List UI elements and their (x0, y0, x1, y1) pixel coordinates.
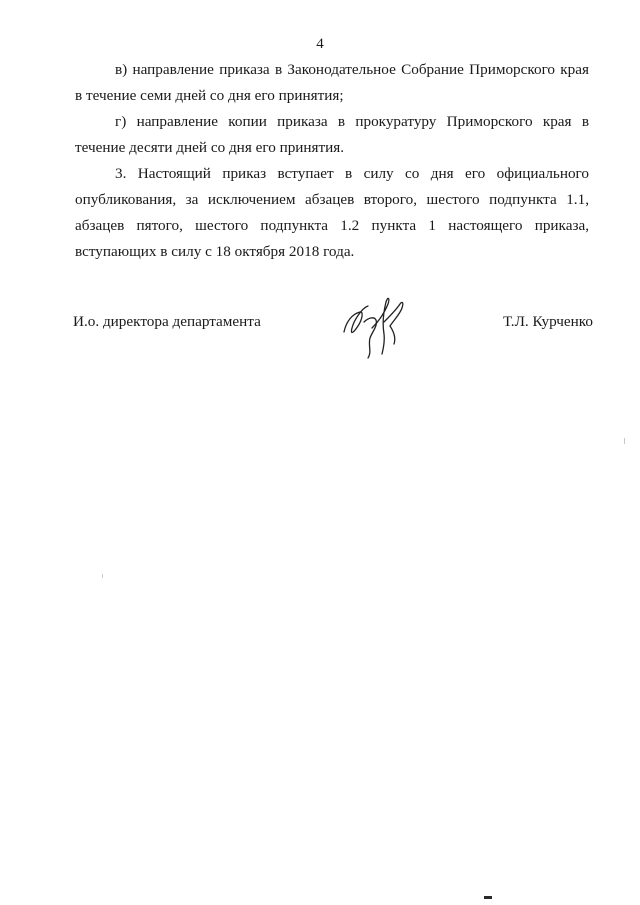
scan-artifact (624, 438, 625, 444)
document-body (75, 57, 589, 265)
signatory-position: И.о. директора департамента (73, 313, 261, 330)
handwritten-signature (338, 292, 414, 362)
paragraph-g: г) направление копии приказа в прокуратуру Приморского края в течение десяти дней со дня его принятия. (75, 113, 589, 156)
page-number: 4 (316, 36, 324, 52)
paragraph-v: в) направление приказа в Законодательное Собрание Приморского края в течение семи дней со дня его принятия; (75, 61, 589, 104)
paragraph-3: 3. Настоящий приказ вступает в силу со дня его официального опубликования, за исключением абзацев второго, шестого подпункта 1.1, абзацев пятого, шестого подпункта 1.2 пункта 1 настоящего приказа, вступающих в силу с 18 октября 2018 года. (75, 165, 589, 260)
signatory-name: Т.Л. Курченко (503, 313, 593, 330)
scan-artifact (102, 574, 103, 578)
scan-artifact (484, 896, 492, 899)
